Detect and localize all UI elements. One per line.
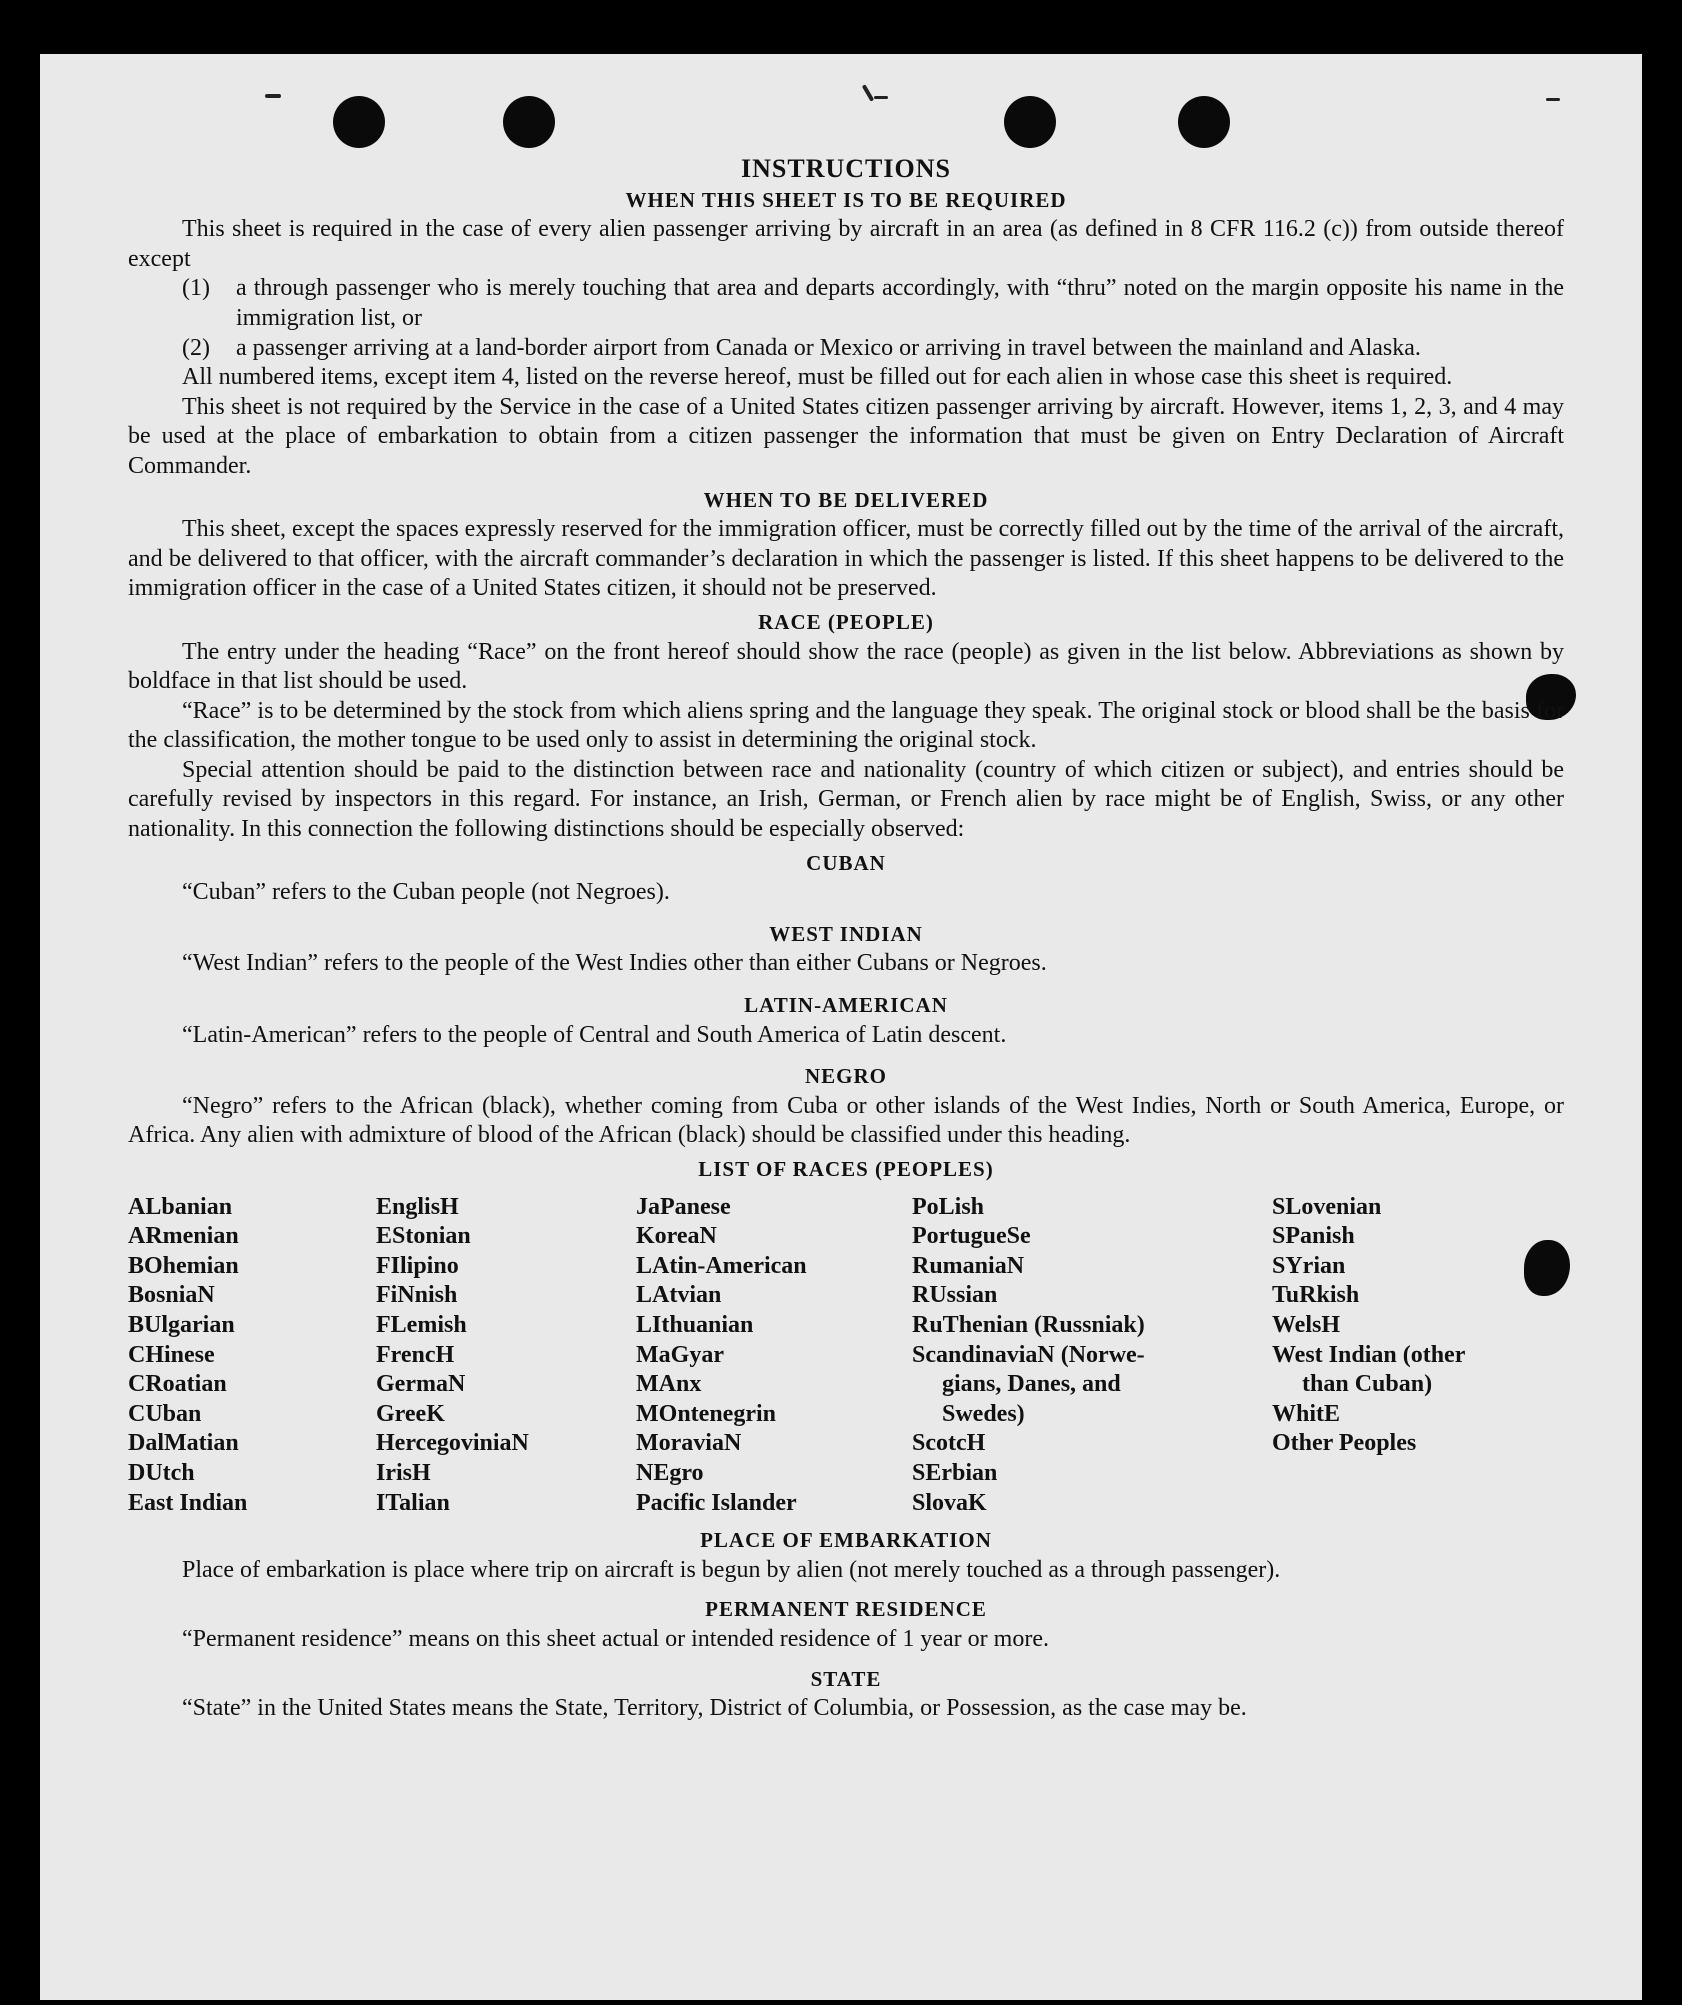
race-entry: HercegoviniaN xyxy=(376,1430,529,1457)
when-required-heading: WHEN THIS SHEET IS TO BE REQUIRED xyxy=(625,187,1067,212)
race-entry: PoLish xyxy=(912,1193,985,1220)
race-entry: ITalian xyxy=(376,1489,450,1516)
race-paragraph: “Race” is to be determined by the stock from which aliens spring and the language they speak. The original stock or blood shall be the basis for the classification, the mother tongue to be used only to assist in determining the original stock. xyxy=(128,697,1564,754)
race-entry: NEgro xyxy=(636,1459,704,1486)
race-entry: FIlipino xyxy=(376,1252,459,1279)
race-entry: BOhemian xyxy=(128,1252,239,1279)
race-entry: DalMatian xyxy=(128,1430,239,1457)
race-entry: CHinese xyxy=(128,1341,215,1368)
races-list xyxy=(128,1193,1564,1519)
race-entry: LAtin-American xyxy=(636,1252,807,1279)
speck xyxy=(1546,98,1560,101)
latin-american-paragraph: “Latin-American” refers to the people of Central and South America of Latin descent. xyxy=(182,1021,1007,1048)
race-entry: SlovaK xyxy=(912,1489,987,1516)
speck xyxy=(265,94,281,98)
race-entry: DUtch xyxy=(128,1459,195,1486)
race-entry: SPanish xyxy=(1272,1223,1355,1250)
race-entry: KoreaN xyxy=(636,1223,717,1250)
race-entry: FiNnish xyxy=(376,1282,458,1309)
race-entry: SErbian xyxy=(912,1459,998,1486)
race-entry: PortugueSe xyxy=(912,1223,1031,1250)
negro-paragraph: “Negro” refers to the African (black), whether coming from Cuba or other islands of the West Indies, North or South America, Europe, or Africa. Any alien with admixture of blood of the African (black) should be classified under this heading. xyxy=(128,1092,1564,1149)
exception-item xyxy=(128,334,1564,364)
speck xyxy=(862,84,874,102)
numbered-items-paragraph: All numbered items, except item 4, listed on the reverse hereof, must be filled out for each alien in whose case this sheet is required. xyxy=(182,364,1453,391)
race-entry: MAnx xyxy=(636,1371,702,1398)
instructions-body xyxy=(128,154,1564,1724)
race-entry: ScandinaviaN (Norwe- xyxy=(912,1341,1145,1368)
race-entry: Swedes) xyxy=(942,1400,1025,1427)
race-entry: gians, Danes, and xyxy=(942,1371,1121,1398)
race-entry: BUlgarian xyxy=(128,1311,235,1338)
state-heading: STATE xyxy=(810,1666,882,1691)
document-sheet xyxy=(40,54,1642,2000)
when-required-intro: This sheet is required in the case of every alien passenger arriving by aircraft in an area (as defined in 8 CFR 116.2 (c)) from outside thereof except xyxy=(128,216,1564,272)
punch-hole xyxy=(1178,96,1230,148)
race-entry: TuRkish xyxy=(1272,1282,1360,1309)
race-entry: IrisH xyxy=(376,1459,431,1486)
embarkation-heading: PLACE OF EMBARKATION xyxy=(700,1528,992,1553)
when-delivered-heading: WHEN TO BE DELIVERED xyxy=(703,487,989,512)
race-entry: SYrian xyxy=(1272,1252,1346,1279)
race-entry: West Indian (other xyxy=(1272,1341,1466,1368)
race-entry: Other Peoples xyxy=(1272,1430,1417,1457)
latin-american-heading: LATIN-AMERICAN xyxy=(744,993,948,1018)
races-column xyxy=(912,1193,1272,1519)
race-entry: GreeK xyxy=(376,1400,445,1427)
race-entry: MOntenegrin xyxy=(636,1400,776,1427)
exception-item xyxy=(128,274,1564,333)
race-entry: CRoatian xyxy=(128,1371,227,1398)
embarkation-paragraph: Place of embarkation is place where trip on aircraft is begun by alien (not merely touched as a through passenger). xyxy=(182,1556,1281,1583)
race-entry: WhitE xyxy=(1272,1400,1341,1427)
race-entry: ALbanian xyxy=(128,1193,233,1220)
when-delivered-paragraph: This sheet, except the spaces expressly reserved for the immigration officer, must be correctly filled out by the time of the arrival of the aircraft, and be delivered to that officer, with the aircraft commander’s declaration in which the passenger is listed. If this sheet happens to be delivered to the immigration officer in the case of a United States citizen, it should not be preserved. xyxy=(128,516,1564,602)
speck xyxy=(874,96,888,99)
state-paragraph: “State” in the United States means the State, Territory, District of Columbia, or Possession, as the case may be. xyxy=(182,1695,1247,1722)
west-indian-heading: WEST INDIAN xyxy=(769,921,923,946)
permanent-residence-heading: PERMANENT RESIDENCE xyxy=(705,1597,987,1622)
race-entry: LIthuanian xyxy=(636,1311,754,1338)
race-entry: LAtvian xyxy=(636,1282,722,1309)
races-column xyxy=(128,1193,376,1519)
race-entry: East Indian xyxy=(128,1489,248,1516)
race-entry: MoraviaN xyxy=(636,1430,742,1457)
race-paragraph: Special attention should be paid to the distinction between race and nationality (country of which citizen or subject), and entries should be carefully revised by inspectors in this regard. For instance, an Irish, German, or French alien by race might be of English, Swiss, or any other nationality. In this connection the following distinctions should be especially observed: xyxy=(128,756,1564,843)
race-entry: ScotcH xyxy=(912,1430,986,1457)
cuban-paragraph: “Cuban” refers to the Cuban people (not Negroes). xyxy=(182,879,670,906)
race-entry: FLemish xyxy=(376,1311,467,1338)
race-entry: ARmenian xyxy=(128,1223,239,1250)
races-column xyxy=(636,1193,912,1519)
citizen-note-paragraph: This sheet is not required by the Service in the case of a United States citizen passenger arriving by aircraft. However, items 1, 2, 3, and 4 may be used at the place of embarkation to obtain from a citizen passenger the information that must be given on Entry Declaration of Aircraft Commander. xyxy=(128,393,1564,479)
exception-text: a through passenger who is merely touching that area and departs accordingly, with “thru” noted on the margin opposite his name in the immigration list, or xyxy=(236,275,1564,331)
race-entry: EStonian xyxy=(376,1223,471,1250)
cuban-heading: CUBAN xyxy=(806,850,886,875)
page-title: INSTRUCTIONS xyxy=(741,154,951,183)
negro-heading: NEGRO xyxy=(804,1064,887,1089)
exception-text: a passenger arriving at a land-border airport from Canada or Mexico or arriving in travel between the mainland and Alaska. xyxy=(236,334,1421,361)
race-heading: RACE (PEOPLE) xyxy=(758,609,934,634)
race-entry: JaPanese xyxy=(636,1193,731,1220)
exception-number: (2) xyxy=(182,334,210,361)
races-column xyxy=(376,1193,636,1519)
race-entry: GermaN xyxy=(376,1371,466,1398)
race-entry: than Cuban) xyxy=(1302,1371,1433,1398)
race-entry: MaGyar xyxy=(636,1341,724,1368)
race-entry: Pacific Islander xyxy=(636,1489,797,1516)
punch-hole xyxy=(503,96,555,148)
race-entry: BosniaN xyxy=(128,1282,215,1309)
race-entry: FrencH xyxy=(376,1341,455,1368)
race-entry: EnglisH xyxy=(376,1193,459,1220)
race-paragraph: The entry under the heading “Race” on the front hereof should show the race (people) as given in the list below. Abbreviations as shown by boldface in that list should be used. xyxy=(128,638,1564,695)
race-entry: WelsH xyxy=(1272,1311,1341,1338)
permanent-residence-paragraph: “Permanent residence” means on this sheet actual or intended residence of 1 year or more. xyxy=(182,1625,1049,1652)
exception-number: (1) xyxy=(182,275,210,302)
races-column xyxy=(1272,1193,1542,1519)
punch-hole xyxy=(1004,96,1056,148)
race-entry: RUssian xyxy=(912,1282,998,1309)
race-entry: SLovenian xyxy=(1272,1193,1382,1220)
race-entry: CUban xyxy=(128,1400,202,1427)
punch-hole xyxy=(333,96,385,148)
list-of-races-heading: LIST OF RACES (PEOPLES) xyxy=(698,1157,994,1181)
west-indian-paragraph: “West Indian” refers to the people of the West Indies other than either Cubans or Negroes. xyxy=(182,950,1047,977)
race-entry: RumaniaN xyxy=(912,1252,1025,1279)
race-entry: RuThenian (Russniak) xyxy=(912,1311,1145,1338)
